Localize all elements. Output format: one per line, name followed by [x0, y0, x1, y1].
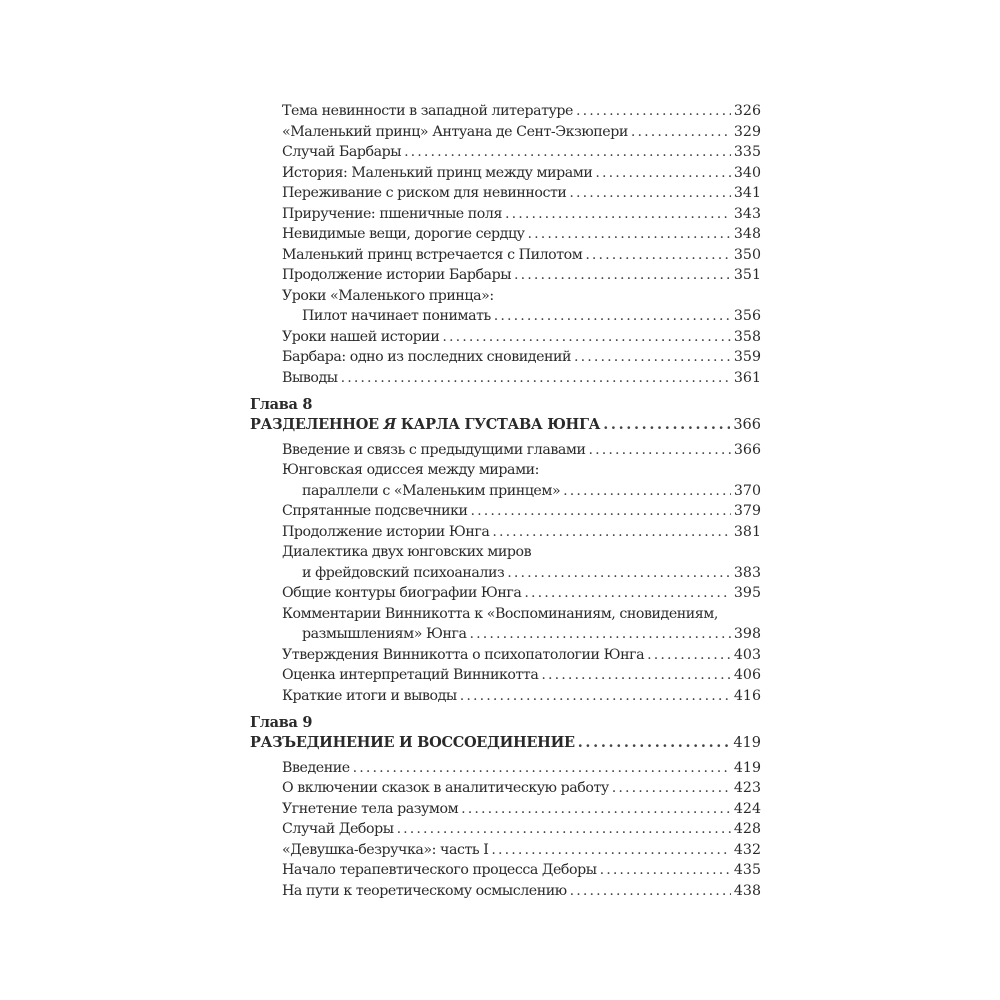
dot-leader	[442, 327, 730, 348]
toc-entry-page: 424	[733, 800, 761, 817]
toc-entry-first-line[interactable]	[250, 286, 761, 307]
toc-entry[interactable]	[250, 224, 761, 245]
dot-leader	[528, 224, 731, 245]
dot-leader	[647, 645, 731, 666]
dot-leader	[505, 204, 731, 225]
dot-leader	[494, 306, 731, 327]
dot-leader	[524, 583, 731, 604]
toc-entry[interactable]	[250, 204, 761, 225]
toc-entry-title: О включении сказок в аналитическую работу	[282, 780, 609, 796]
toc-entry-page: 359	[733, 349, 761, 365]
toc-entry-page: 356	[733, 308, 761, 324]
toc-entry-page: 329	[733, 123, 761, 140]
toc-entry-title: Оценка интерпретаций Винникотта	[282, 667, 539, 683]
toc-entry-first-line[interactable]	[250, 542, 761, 563]
toc-entry-title: Выводы	[282, 369, 338, 386]
toc-entry[interactable]	[250, 758, 761, 779]
dot-leader	[569, 183, 731, 204]
chapter-8-page: 366	[733, 417, 761, 433]
toc-entry-page: 379	[733, 503, 761, 519]
toc-entry-title: Введение	[282, 759, 350, 776]
dot-leader	[514, 265, 731, 286]
toc-entry-page: 423	[733, 780, 761, 796]
toc-entry-title: Барбара: одно из последних сновидений	[282, 349, 572, 365]
toc-entry-title: Тема невинности в западной литературе	[282, 103, 573, 119]
toc-entry-page: 351	[733, 267, 761, 283]
chapter-8-heading[interactable]	[250, 415, 761, 436]
dot-leader	[460, 686, 731, 707]
toc-entry-title: Комментарии Винникотта к «Воспоминаниям, сновидениям,	[282, 605, 718, 622]
toc-entry[interactable]	[250, 183, 761, 204]
dot-leader	[612, 778, 731, 799]
dot-leader	[631, 122, 731, 143]
toc-entry-page: 406	[733, 667, 761, 683]
toc-entry[interactable]	[250, 368, 761, 389]
toc-entry[interactable]	[250, 860, 761, 881]
toc-entry-page: 381	[733, 523, 761, 540]
dot-leader	[570, 881, 731, 902]
toc-entry-first-line[interactable]	[250, 460, 761, 481]
toc-entry-title: История: Маленький принц между мирами	[282, 164, 593, 181]
toc-entry-continuation[interactable]	[250, 624, 761, 645]
dot-leader	[404, 142, 731, 163]
toc-entry-page: 370	[733, 482, 761, 499]
toc-entry-page: 383	[733, 564, 761, 581]
toc-entry-page: 432	[733, 841, 761, 858]
toc-entry[interactable]	[250, 265, 761, 286]
toc-entry-page: 438	[733, 882, 761, 899]
toc-entry-continuation[interactable]	[250, 306, 761, 327]
chapter-8-title	[250, 415, 600, 436]
dot-leader	[585, 245, 731, 266]
dot-leader	[563, 481, 731, 502]
toc-entry-title-continued: размышлениям» Юнга	[302, 626, 467, 642]
toc-entry[interactable]	[250, 122, 761, 143]
dot-leader	[397, 819, 731, 840]
toc-entry-title-continued: Пилот начинает понимать	[302, 308, 491, 324]
toc-entry[interactable]	[250, 819, 761, 840]
dot-leader	[603, 415, 730, 436]
dot-leader	[595, 163, 731, 184]
toc-entry-title: «Маленький принц» Антуана де Сент-Экзюпери	[282, 123, 628, 140]
dot-leader	[578, 733, 731, 754]
toc-entry-title: Юнговская одиссея между мирами:	[282, 462, 539, 478]
toc-entry-page: 398	[733, 626, 761, 642]
toc-entry[interactable]	[250, 347, 761, 368]
toc-entry-page: 416	[733, 687, 761, 704]
toc-entry[interactable]	[250, 440, 761, 461]
toc-entry-title-continued: и фрейдовский психоанализ	[302, 564, 505, 581]
toc-entry-title: Маленький принц встречается с Пилотом	[282, 246, 583, 263]
toc-entry[interactable]	[250, 645, 761, 666]
toc-entry-title: На пути к теоретическому осмыслению	[282, 882, 567, 899]
toc-entry-title: Спрятанные подсвечники	[282, 503, 468, 519]
toc-entry-page: 350	[733, 246, 761, 263]
toc-entry-page: 326	[733, 103, 761, 119]
toc-entry-title: Общие контуры биографии Юнга	[282, 585, 522, 601]
toc-entry[interactable]	[250, 840, 761, 861]
toc-entry-page: 361	[733, 369, 761, 386]
toc-entry-title: Краткие итоги и выводы	[282, 687, 457, 704]
toc-entry-title: Утверждения Винникотта о психопатологии Юнга	[282, 646, 645, 663]
chapter-9-page: 419	[733, 735, 761, 751]
toc-entry-title: Невидимые вещи, дорогие сердцу	[282, 226, 525, 242]
toc-entry-first-line[interactable]	[250, 604, 761, 625]
toc-entry-page: 403	[733, 646, 761, 663]
dot-leader	[353, 758, 731, 779]
toc-entry-title: Введение и связь с предыдущими главами	[282, 441, 586, 458]
toc-entry-page: 366	[733, 441, 761, 458]
toc-entry-page: 358	[733, 328, 761, 345]
toc-entry-title: Случай Барбары	[282, 144, 402, 160]
toc-entry-page: 395	[733, 585, 761, 601]
dot-leader	[461, 799, 731, 820]
toc-entry-title: Диалектика двух юнговских миров	[282, 544, 532, 560]
toc-entry-title-continued: параллели с «Маленьким принцем»	[302, 482, 561, 499]
chapter-9-title: РАЗЪЕДИНЕНИЕ И ВОССОЕДИНЕНИЕ	[250, 734, 575, 751]
chapter-8-title-part: РАЗДЕЛЕННОЕ	[250, 416, 384, 433]
dot-leader	[541, 665, 731, 686]
toc-entry-title: Случай Деборы	[282, 821, 394, 837]
toc-entry-continuation[interactable]	[250, 481, 761, 502]
toc-entry[interactable]	[250, 881, 761, 902]
toc-entry[interactable]	[250, 778, 761, 799]
dot-leader	[341, 368, 731, 389]
dot-leader	[588, 440, 730, 461]
dot-leader	[492, 522, 731, 543]
toc-entry-page: 348	[733, 226, 761, 242]
toc-entry[interactable]	[250, 142, 761, 163]
chapter-9-label: Глава 9	[250, 714, 313, 731]
toc-entry-title: Уроки нашей истории	[282, 328, 440, 345]
toc-entry-page: 335	[733, 144, 761, 160]
toc-entry-page: 428	[733, 821, 761, 837]
dot-leader	[491, 840, 731, 861]
toc-entry[interactable]	[250, 163, 761, 184]
toc-entry-page: 340	[733, 164, 761, 181]
dot-leader	[600, 860, 731, 881]
toc-entry-title: Продолжение истории Барбары	[282, 267, 512, 283]
dot-leader	[507, 563, 731, 584]
dot-leader	[471, 501, 731, 522]
dot-leader	[469, 624, 730, 645]
toc-entry[interactable]	[250, 327, 761, 348]
toc-entry[interactable]	[250, 101, 761, 122]
dot-leader	[574, 347, 731, 368]
toc-entry[interactable]	[250, 665, 761, 686]
toc-entry-page: 419	[733, 759, 761, 776]
toc-entry[interactable]	[250, 583, 761, 604]
toc-entry[interactable]	[250, 799, 761, 820]
toc-entry-title: Уроки «Маленького принца»:	[282, 287, 494, 304]
chapter-8-title-part: КАРЛА ГУСТАВА ЮНГА	[396, 416, 601, 433]
chapter-9-heading[interactable]	[250, 733, 761, 754]
table-of-contents	[250, 101, 761, 901]
toc-entry-title: Приручение: пшеничные поля	[282, 205, 502, 222]
chapter-8-label: Глава 8	[250, 396, 313, 413]
toc-entry-page: 343	[733, 205, 761, 222]
toc-entry-title: Угнетение тела разумом	[282, 800, 459, 817]
toc-entry-page: 341	[733, 185, 761, 201]
chapter-8-title-italic: Я	[383, 416, 397, 433]
toc-entry-title: Переживание с риском для невинности	[282, 185, 567, 201]
toc-entry-title: «Девушка-безручка»: часть I	[282, 841, 489, 858]
toc-entry[interactable]	[250, 245, 761, 266]
dot-leader	[576, 101, 731, 122]
toc-entry-page: 435	[733, 862, 761, 878]
toc-entry[interactable]	[250, 686, 761, 707]
toc-entry[interactable]	[250, 522, 761, 543]
toc-entry[interactable]	[250, 501, 761, 522]
toc-entry-continuation[interactable]	[250, 563, 761, 584]
toc-entry-title: Продолжение истории Юнга	[282, 523, 490, 540]
toc-entry-title: Начало терапевтического процесса Деборы	[282, 862, 597, 878]
